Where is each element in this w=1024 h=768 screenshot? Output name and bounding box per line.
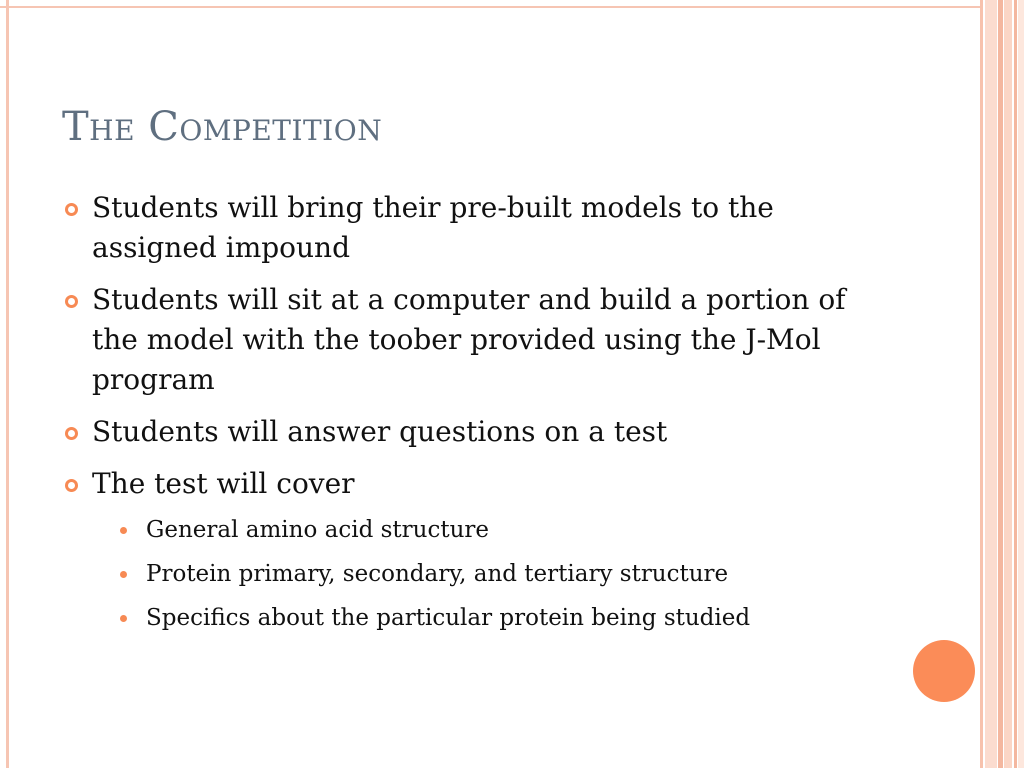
dot-bullet-icon — [120, 615, 127, 622]
bullet-text: The test will cover — [92, 467, 355, 500]
ring-bullet-icon — [65, 427, 78, 440]
right-decorative-stripes — [980, 0, 1024, 768]
bullet-text: Students will sit at a computer and build a portion of the model with the toober provided using the J-Mol program — [92, 283, 846, 396]
top-border-line — [0, 6, 980, 8]
sub-bullet-item — [92, 596, 882, 640]
bullet-item — [62, 412, 882, 452]
stripe — [1014, 0, 1017, 768]
dot-bullet-icon — [120, 571, 127, 578]
bullet-text: Students will bring their pre-built models to the assigned impound — [92, 191, 774, 264]
bullet-item — [62, 464, 882, 640]
decorative-circle — [913, 640, 975, 702]
sub-bullet-text: General amino acid structure — [146, 517, 490, 543]
sub-bullet-item — [92, 508, 882, 552]
sub-bullet-item — [92, 552, 882, 596]
stripe — [985, 0, 997, 768]
dot-bullet-icon — [120, 527, 127, 534]
stripe — [1004, 0, 1012, 768]
stripe — [980, 0, 983, 768]
bullet-item — [62, 188, 882, 268]
ring-bullet-icon — [65, 295, 78, 308]
stripe — [1018, 0, 1024, 768]
slide-title: The Competition — [62, 104, 383, 150]
left-border-line — [6, 0, 9, 768]
sub-bullet-list — [92, 508, 882, 640]
slide-body — [62, 188, 882, 652]
bullet-list — [62, 188, 882, 640]
bullet-item — [62, 280, 882, 400]
ring-bullet-icon — [65, 203, 78, 216]
ring-bullet-icon — [65, 479, 78, 492]
sub-bullet-text: Specifics about the particular protein being studied — [146, 605, 751, 631]
bullet-text: Students will answer questions on a test — [92, 415, 668, 448]
stripe — [998, 0, 1003, 768]
sub-bullet-text: Protein primary, secondary, and tertiary structure — [146, 561, 729, 587]
